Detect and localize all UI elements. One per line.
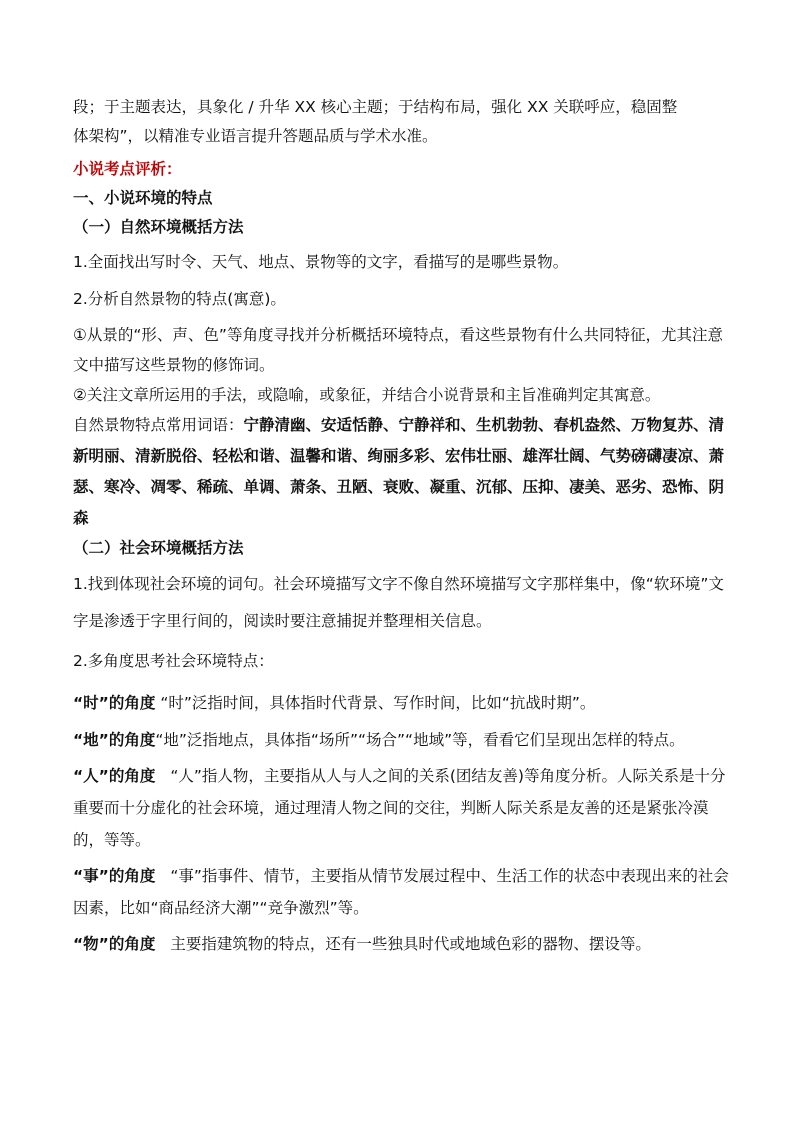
natural-terms-list: 宁静清幽、安适恬静、宁静祥和、生机勃勃、春机盎然、万物复苏、清新明丽、清新脱俗、轻松和谐、温馨和谐、绚丽多彩、宏伟壮丽、雄浑壮阔、气势磅礴凄凉、萧瑟、寒冷、凋零、稀疏、单调、萧条、丑陋、衰败、凝重、沉郁、压抑、凄美、恶劣、恐怖、阴森 <box>73 416 725 527</box>
intro-line-1: 段；于主题表达，具象化 / 升华 XX 核心主题；于结构布局，强化 XX 关联呼应，稳固整 <box>73 98 678 116</box>
angle-event <box>73 860 734 924</box>
natural-step-1: 1.全面找出写时令、天气、地点、景物等的文字，看描写的是哪些景物。 <box>73 253 569 271</box>
intro-line-2: 体架构”，以精准专业语言提升答题品质与学术水准。 <box>73 127 438 145</box>
heading-natural-environment: （一）自然环境概括方法 <box>73 218 244 236</box>
angle-object <box>73 928 734 960</box>
angle-place-text: “地”泛指地点，具体指“场所”“场合”“地域”等，看看它们呈现出怎样的特点。 <box>155 731 685 749</box>
angle-event-label: “事”的角度 <box>73 867 156 885</box>
angle-time-label: “时”的角度 <box>73 694 156 712</box>
angle-place <box>73 724 734 756</box>
angle-people-label: “人”的角度 <box>73 767 156 785</box>
section-title: 小说考点评析： <box>73 160 182 178</box>
heading-social-environment: （二）社会环境概括方法 <box>73 539 244 557</box>
angle-time-text: “时”泛指时间，具体指时代背景、写作时间，比如“抗战时期”。 <box>160 694 596 712</box>
natural-terms <box>73 410 734 534</box>
angle-people-text: “人”指人物，主要指从人与人之间的关系(团结友善)等角度分析。人际关系是十分重要而十分虚化的社会环境，通过理清人物之间的交往，判断人际关系是友善的还是紧张冷漠的，等等。 <box>73 767 726 849</box>
angle-object-text: 主要指建筑物的特点，还有一些独具时代或地域色彩的器物、摆设等。 <box>170 935 651 953</box>
angle-event-text: “事”指事件、情节，主要指从情节发展过程中、生活工作的状态中表现出来的社会因素，比如“商品经济大潮”“竞争激烈”等。 <box>73 867 729 917</box>
angle-time <box>73 686 734 720</box>
social-step-1: 1.找到体现社会环境的词句。社会环境描写文字不像自然环境描写文字那样集中，像“软环境”文字是渗透于字里行间的，阅读时要注意捕捉并整理相关信息。 <box>73 575 724 630</box>
natural-point-1: ①从景的“形、声、色”等角度寻找并分析概括环境特点，看这些景物有什么共同特征，尤其注意文中描写这些景物的修饰词。 <box>73 326 723 374</box>
social-step-2: 2.多角度思考社会环境特点： <box>73 652 274 670</box>
natural-step-2: 2.分析自然景物的特点(寓意)。 <box>73 290 286 308</box>
natural-terms-label: 自然景物特点常用词语： <box>73 416 244 434</box>
heading-environment: 一、小说环境的特点 <box>73 189 213 207</box>
angle-people <box>73 760 734 856</box>
natural-point-2: ②关注文章所运用的手法，或隐喻，或象征，并结合小说背景和主旨准确判定其寓意。 <box>73 386 661 404</box>
angle-object-label: “物”的角度 <box>73 935 156 953</box>
angle-place-label: “地”的角度 <box>73 731 156 749</box>
